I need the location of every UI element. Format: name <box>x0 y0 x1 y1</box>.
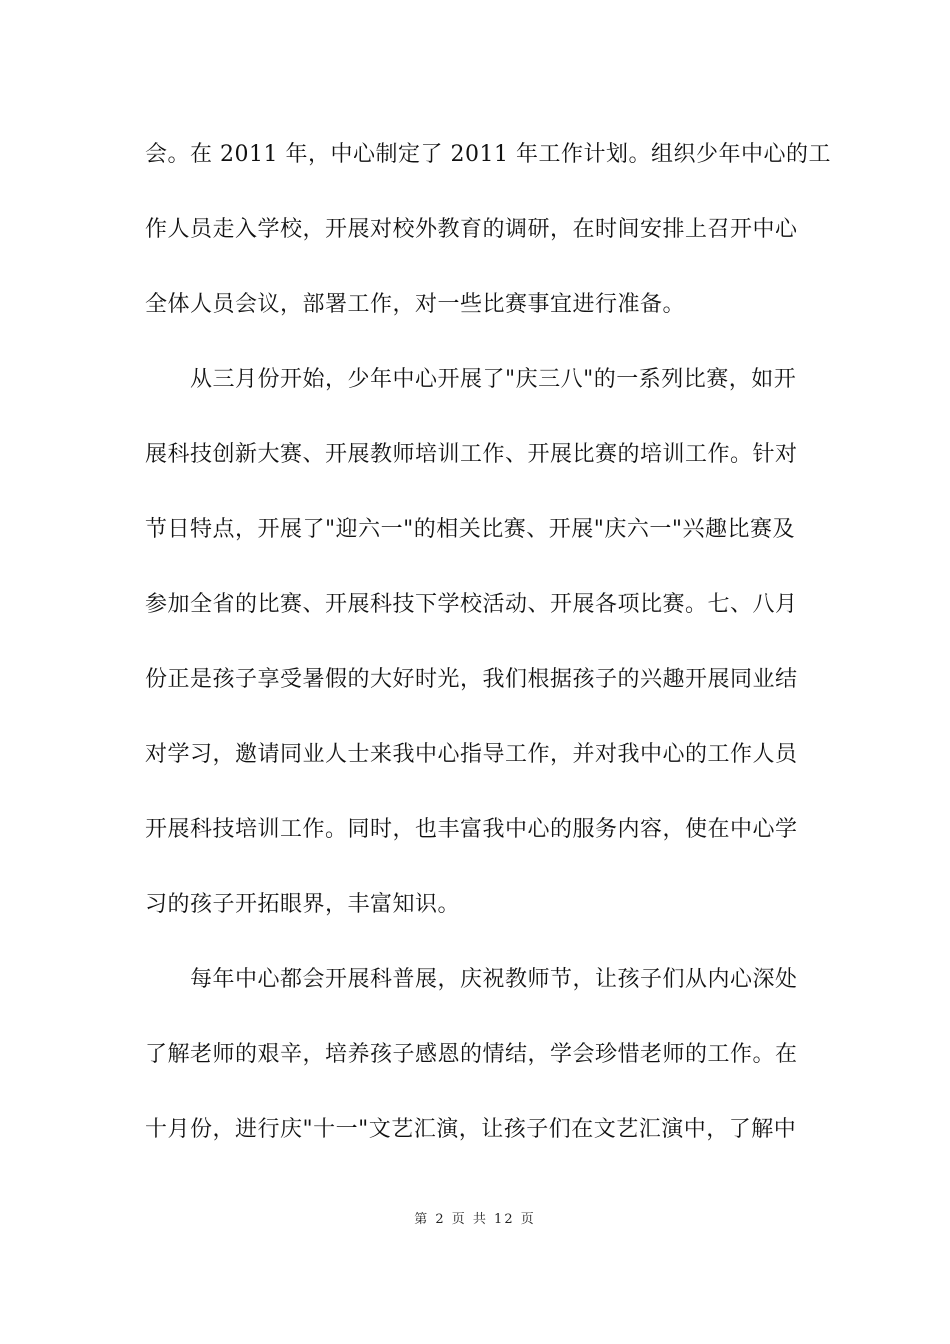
body-text-line: 了解老师的艰辛，培养孩子感恩的情结，学会珍惜老师的工作。在 <box>145 1042 798 1067</box>
body-text-line: 开展科技培训工作。同时，也丰富我中心的服务内容，使在中心学 <box>145 817 798 842</box>
body-text-line: 对学习，邀请同业人士来我中心指导工作，并对我中心的工作人员 <box>145 742 798 767</box>
paragraph-start-line: 每年中心都会开展科普展，庆祝教师节，让孩子们从内心深处 <box>190 967 798 992</box>
body-text-line: 节日特点，开展了"迎六一"的相关比赛、开展"庆六一"兴趣比赛及 <box>145 517 795 542</box>
body-text-line: 全体人员会议，部署工作，对一些比赛事宜进行准备。 <box>145 292 686 317</box>
body-text-line: 展科技创新大赛、开展教师培训工作、开展比赛的培训工作。针对 <box>145 442 798 467</box>
body-text-line: 作人员走入学校，开展对校外教育的调研，在时间安排上召开中心 <box>145 217 798 242</box>
body-text-line: 份正是孩子享受暑假的大好时光，我们根据孩子的兴趣开展同业结 <box>145 667 798 692</box>
body-text-line: 习的孩子开拓眼界，丰富知识。 <box>145 892 461 917</box>
body-text-line: 会。在 2011 年，中心制定了 2011 年工作计划。组织少年中心的工 <box>145 142 831 167</box>
paragraph-start-line: 从三月份开始，少年中心开展了"庆三八"的一系列比赛，如开 <box>190 367 797 392</box>
page-number-footer: 第 2 页 共 12 页 <box>414 1212 536 1227</box>
body-text-line: 参加全省的比赛、开展科技下学校活动、开展各项比赛。七、八月 <box>145 592 798 617</box>
body-text-line: 十月份，进行庆"十一"文艺汇演，让孩子们在文艺汇演中，了解中 <box>145 1117 797 1142</box>
